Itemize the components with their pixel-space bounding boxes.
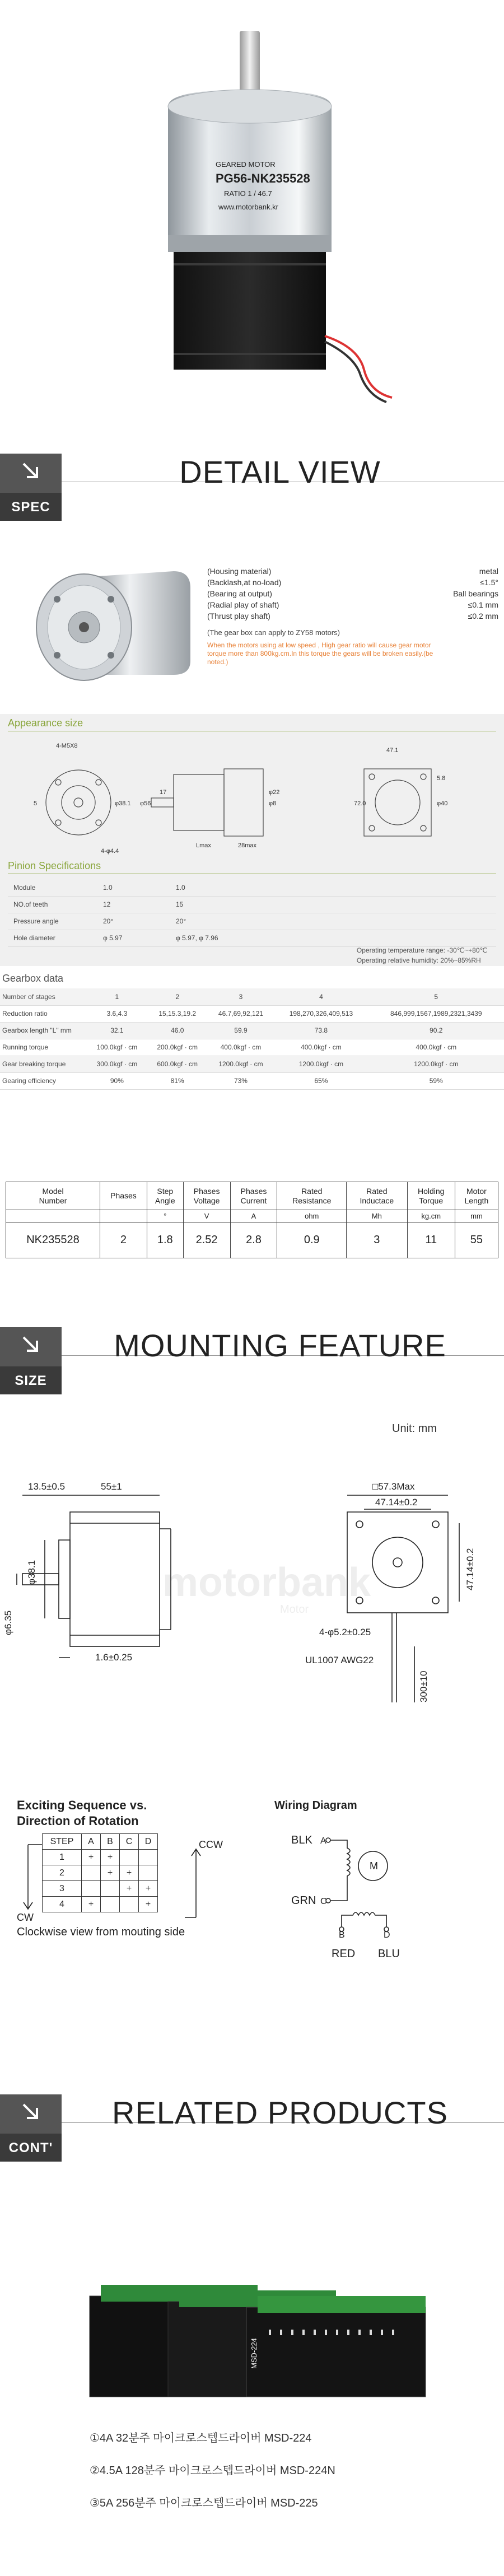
table-cell: 55	[455, 1222, 498, 1258]
table-cell	[120, 1897, 139, 1912]
table-cell: 1200.0kgf · cm	[274, 1056, 368, 1072]
table-header-cell: STEP	[43, 1834, 82, 1850]
dim-g: 47.14±0.2	[375, 1497, 418, 1508]
table-cell: 100.0kgf · cm	[87, 1039, 147, 1056]
wire-b: B	[339, 1930, 345, 1940]
table-cell: Phases	[100, 1182, 147, 1210]
table-cell: 73%	[208, 1072, 274, 1089]
wire-c: C	[320, 1897, 327, 1906]
model-spec-table	[6, 1182, 498, 1258]
table-cell	[101, 1881, 120, 1897]
table-row: Module 1.0 1.0	[8, 879, 496, 896]
section-title: RELATED PRODUCTS	[112, 2095, 448, 2130]
table-cell: A	[230, 1210, 277, 1222]
hero-label-model: PG56-NK235528	[216, 171, 310, 185]
stepper-body-shape	[174, 252, 326, 370]
table-cell: Phases Current	[230, 1182, 277, 1210]
dim-label: 28max	[238, 842, 257, 849]
table-cell: Phases Voltage	[183, 1182, 230, 1210]
watermark-sub: Motor	[280, 1603, 309, 1616]
table-cell: 2.52	[183, 1222, 230, 1258]
arrow-down-right-icon	[21, 2102, 40, 2121]
wire-blk: BLK	[291, 1834, 312, 1846]
table-cell: 90%	[87, 1072, 147, 1089]
dim-label: 17	[160, 789, 167, 796]
wire-grn: GRN	[291, 1894, 316, 1907]
table-cell: +	[101, 1865, 120, 1881]
model-table	[6, 1182, 498, 1258]
table-row	[43, 1834, 158, 1850]
dim-f: □57.3Max	[372, 1481, 415, 1492]
list-item[interactable]: ①4A 32분주 마이크로스텝드라이버 MSD-224	[90, 2432, 312, 2444]
table-cell: 1	[43, 1850, 82, 1865]
section-header-size	[0, 1305, 504, 1417]
table-cell	[139, 1865, 158, 1881]
table-row: Pressure angle 20° 20°	[8, 913, 496, 930]
arrow-down-right-icon	[21, 461, 40, 480]
table-cell	[139, 1850, 158, 1865]
table-cell: Step Angle	[147, 1182, 183, 1210]
spec-row: (Backlash,at no-load) ≤1.5°	[207, 578, 498, 587]
gearbox-table	[0, 988, 504, 1090]
table-cell: 5	[368, 988, 504, 1005]
dim-label: 4-φ4.4	[101, 848, 119, 855]
table-row	[43, 1897, 158, 1912]
wiring-title: Wiring Diagram	[274, 1799, 357, 1812]
table-cell: NK235528	[6, 1222, 100, 1258]
spec-row: (Bearing at output) Ball bearings	[207, 589, 498, 598]
env-note	[357, 945, 487, 965]
hero-label-site: www.motorbank.kr	[218, 203, 278, 211]
spec-list	[207, 566, 498, 666]
table-row	[6, 1222, 498, 1258]
section-badge-label: CONT'	[8, 2140, 53, 2155]
table-cell	[100, 1210, 147, 1222]
cw-label: CW	[17, 1912, 34, 1923]
gearbox-data	[0, 966, 504, 1151]
table-cell: 81%	[147, 1072, 208, 1089]
wire-blu: BLU	[378, 1948, 400, 1960]
table-cell: 200.0kgf · cm	[147, 1039, 208, 1056]
table-row	[0, 1039, 504, 1056]
table-cell: 11	[407, 1222, 455, 1258]
detail-view	[0, 549, 504, 706]
spec-warning: When the motors using at low speed , High gear ratio will cause gear motor torque more than 800kg.cm.In this torque the gears will be broken easily.(be noted.)	[207, 641, 433, 666]
dim-label: 5	[34, 800, 38, 807]
table-cell: Gearing efficiency	[0, 1072, 87, 1089]
section-badge-label: SPEC	[11, 500, 50, 515]
dim-b: 55±1	[101, 1481, 122, 1492]
dim-i: 4-φ5.2±0.25	[319, 1627, 371, 1637]
table-cell: 2	[43, 1865, 82, 1881]
excite-table	[42, 1833, 158, 1912]
table-cell: 300.0kgf · cm	[87, 1056, 147, 1072]
table-cell: 90.2	[368, 1022, 504, 1039]
dim-label: φ40	[437, 800, 448, 807]
gearbox-title: Gearbox data	[2, 973, 64, 984]
shaft-shape	[240, 31, 260, 98]
dim-label: 72.0	[354, 800, 366, 807]
appearance-title: Appearance size	[8, 717, 83, 729]
table-row	[43, 1850, 158, 1865]
table-cell	[6, 1210, 100, 1222]
section-badge-size	[0, 1327, 62, 1394]
mounting-svg	[0, 1411, 504, 1792]
table-header-cell: C	[120, 1834, 139, 1850]
table-cell: 1	[87, 988, 147, 1005]
table-cell: 32.1	[87, 1022, 147, 1039]
hero-label-ratio: RATIO 1 / 46.7	[224, 189, 272, 198]
excite-title-1: Exciting Sequence vs.	[17, 1798, 147, 1812]
dim-a: 13.5±0.5	[28, 1481, 66, 1492]
table-cell: Motor Length	[455, 1182, 498, 1210]
section-header-cont	[0, 2072, 504, 2184]
dim-label: φ8	[269, 800, 277, 807]
dim-j: UL1007 AWG22	[305, 1655, 374, 1665]
table-cell	[82, 1865, 101, 1881]
table-row	[0, 1056, 504, 1072]
table-cell: +	[139, 1881, 158, 1897]
list-item[interactable]: ②4.5A 128분주 마이크로스텝드라이버 MSD-224N	[90, 2465, 335, 2477]
table-cell: 1.8	[147, 1222, 183, 1258]
dim-label: φ22	[269, 789, 280, 796]
dim-label: φ38.1	[115, 800, 131, 807]
clockwise-note: Clockwise view from mouting side	[17, 1926, 185, 1938]
env-temperature: Operating temperature range: -30℃~+80℃	[356, 946, 487, 954]
table-cell: °	[147, 1210, 183, 1222]
hero-label-line1: GEARED MOTOR	[216, 160, 276, 169]
table-cell	[120, 1850, 139, 1865]
dim-c: φ38.1	[26, 1560, 37, 1585]
hero-motor-image	[0, 0, 504, 431]
table-cell: Reduction ratio	[0, 1005, 87, 1022]
dim-label: 5.8	[437, 775, 446, 782]
table-cell	[82, 1881, 101, 1897]
table-cell: +	[120, 1881, 139, 1897]
table-row	[6, 1210, 498, 1222]
dim-label: 47.1	[386, 747, 399, 754]
excite-title-2: Direction of Rotation	[17, 1814, 139, 1828]
wire-a: A	[320, 1836, 326, 1846]
table-cell: 3	[43, 1881, 82, 1897]
dim-label: 4-M5X8	[56, 743, 78, 749]
table-cell: Gearbox length "L" mm	[0, 1022, 87, 1039]
spec-row: (Housing material) metal	[207, 567, 498, 576]
related-product-list	[90, 2422, 335, 2519]
watermark: motorbank	[162, 1560, 371, 1605]
gearbox-photo	[6, 554, 207, 700]
table-cell: Number of stages	[0, 988, 87, 1005]
pinion-specifications	[0, 857, 504, 969]
section-header-spec	[0, 431, 504, 543]
exciting-sequence	[17, 1798, 258, 1939]
driver-products-image	[78, 2279, 437, 2402]
dim-k: 300±10	[418, 1670, 429, 1702]
table-cell: Holding Torque	[407, 1182, 455, 1210]
table-row	[43, 1881, 158, 1897]
table-cell: 400.0kgf · cm	[208, 1039, 274, 1056]
table-cell	[101, 1897, 120, 1912]
table-cell: 400.0kgf · cm	[274, 1039, 368, 1056]
table-cell: 59.9	[208, 1022, 274, 1039]
env-humidity: Operating relative humidity: 20%~85%RH	[356, 956, 481, 964]
table-row	[43, 1865, 158, 1881]
table-cell: 3	[347, 1222, 408, 1258]
table-cell: V	[183, 1210, 230, 1222]
ccw-label: CCW	[199, 1839, 223, 1850]
table-cell: 15,15.3,19.2	[147, 1005, 208, 1022]
table-cell: mm	[455, 1210, 498, 1222]
section-badge-cont	[0, 2094, 62, 2162]
table-cell: 1200.0kgf · cm	[368, 1056, 504, 1072]
table-cell: 846,999,1567,1989,2321,3439	[368, 1005, 504, 1022]
spec-note: (The gear box can apply to ZY58 motors)	[207, 628, 340, 637]
table-row: NO.of teeth 12 15	[8, 896, 496, 913]
table-cell: 73.8	[274, 1022, 368, 1039]
table-cell: 65%	[274, 1072, 368, 1089]
table-cell: 2	[147, 988, 208, 1005]
table-cell: 198,270,326,409,513	[274, 1005, 368, 1022]
table-cell: kg.cm	[407, 1210, 455, 1222]
table-cell: 2	[100, 1222, 147, 1258]
table-cell: +	[82, 1850, 101, 1865]
section-title: DETAIL VIEW	[179, 454, 381, 489]
table-row	[6, 1182, 498, 1210]
table-cell: Mh	[347, 1210, 408, 1222]
table-header-cell: D	[139, 1834, 158, 1850]
table-cell: +	[120, 1865, 139, 1881]
table-cell: Gear breaking torque	[0, 1056, 87, 1072]
table-cell: Rated Resistance	[277, 1182, 347, 1210]
table-cell: +	[139, 1897, 158, 1912]
dim-e: 1.6±0.25	[95, 1652, 133, 1663]
table-cell: 0.9	[277, 1222, 347, 1258]
table-cell: 3.6,4.3	[87, 1005, 147, 1022]
dim-d: φ6.35	[3, 1610, 13, 1635]
appearance-drawing	[0, 735, 504, 864]
section-badge-spec	[0, 454, 62, 521]
table-cell: 46.0	[147, 1022, 208, 1039]
table-cell: 2.8	[230, 1222, 277, 1258]
table-row	[0, 1072, 504, 1089]
unit-label: Unit: mm	[392, 1422, 437, 1435]
list-item[interactable]: ③5A 256분주 마이크로스텝드라이버 MSD-225	[90, 2497, 318, 2509]
wiring-diagram	[269, 1798, 437, 1966]
table-cell: Model Number	[6, 1182, 100, 1210]
table-cell: 46.7,69,92,121	[208, 1005, 274, 1022]
table-row	[0, 1022, 504, 1039]
appearance-size	[0, 714, 504, 868]
table-cell: 1200.0kgf · cm	[208, 1056, 274, 1072]
arrow-down-right-icon	[21, 1335, 40, 1354]
driver-model-label: MSD-224	[250, 2338, 258, 2369]
table-cell: +	[82, 1897, 101, 1912]
table-header-cell: B	[101, 1834, 120, 1850]
wire-red: RED	[332, 1948, 356, 1960]
section-title: MOUNTING FEATURE	[114, 1328, 446, 1363]
spec-row: (Thrust play shaft) ≤0.2 mm	[207, 612, 498, 620]
table-cell: 4	[274, 988, 368, 1005]
section-badge-label: SIZE	[15, 1373, 47, 1388]
table-cell: 4	[43, 1897, 82, 1912]
spec-row: (Radial play of shaft) ≤0.1 mm	[207, 600, 498, 609]
dim-label: φ56	[140, 800, 151, 807]
table-cell: Rated Inductace	[347, 1182, 408, 1210]
table-cell: 400.0kgf · cm	[368, 1039, 504, 1056]
table-row: Hole diameter φ 5.97 φ 5.97, φ 7.96	[8, 930, 496, 946]
table-cell: 600.0kgf · cm	[147, 1056, 208, 1072]
table-row	[0, 988, 504, 1005]
wire-d: D	[384, 1930, 390, 1940]
motor-symbol: M	[370, 1860, 378, 1872]
pinion-title: Pinion Specifications	[8, 860, 101, 871]
table-cell: ohm	[277, 1210, 347, 1222]
table-header-cell: A	[82, 1834, 101, 1850]
table-cell: +	[101, 1850, 120, 1865]
table-cell: Running torque	[0, 1039, 87, 1056]
pinion-table	[8, 879, 496, 947]
dim-h: 47.14±0.2	[465, 1548, 475, 1590]
dim-label: Lmax	[196, 842, 211, 849]
table-cell: 59%	[368, 1072, 504, 1089]
table-row	[0, 1005, 504, 1022]
table-cell: 3	[208, 988, 274, 1005]
